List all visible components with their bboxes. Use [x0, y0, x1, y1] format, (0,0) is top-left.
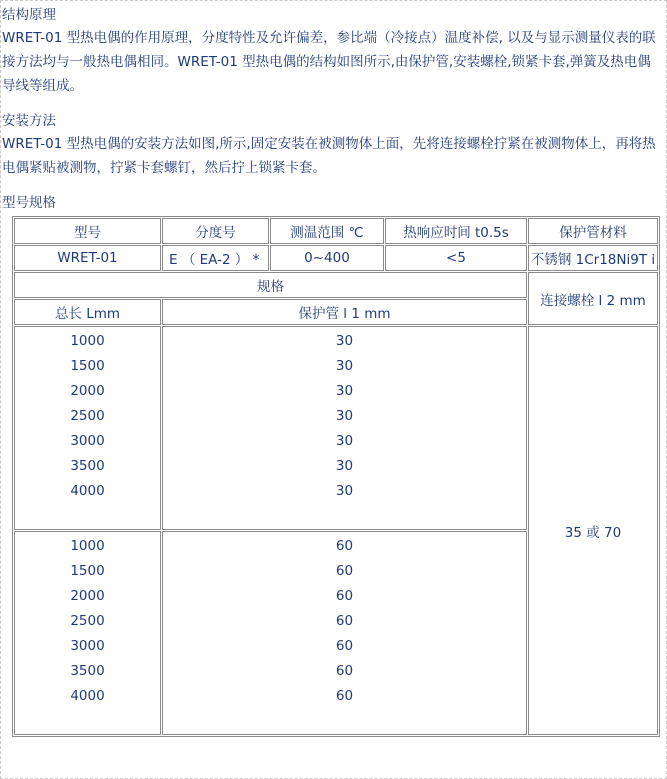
group1-tube [162, 326, 527, 530]
list-item: 60 [335, 688, 354, 704]
structure-paragraph: WRET-01 型热电偶的作用原理，分度特性及允许偏差，参比端（冷接点）温度补偿, 以及与显示测量仪表的联接方法均与一般热电偶相同。WRET-01 型热电偶的结构如图所示,由保护管,安装螺栓,锁紧卡套,弹簧及热电偶导线等组成。 [2, 30, 656, 94]
list-item: 1500 [70, 358, 105, 374]
list-item: 30 [335, 333, 354, 349]
list-item: 1000 [70, 538, 105, 554]
header-response: 热响应时间 t0.5s [385, 218, 527, 244]
group2-lengths [14, 531, 161, 735]
header-material: 保护管材料 [528, 218, 658, 244]
list-item: 60 [335, 588, 354, 604]
list-item: 30 [335, 358, 354, 374]
list-item: 30 [335, 433, 354, 449]
table-header-row [14, 218, 658, 244]
list-item: 2500 [70, 408, 105, 424]
header-graduation: 分度号 [162, 218, 269, 244]
bolt-value: 35 或 70 [528, 326, 658, 735]
length-label-text: 总长 Lmm [54, 306, 121, 322]
list-item: 60 [335, 638, 354, 654]
list-item: 1000 [70, 333, 105, 349]
spec-table [12, 216, 660, 737]
cell-range: 0~400 [270, 245, 384, 271]
list-item: 60 [335, 563, 354, 579]
header-range: 测温范围 ℃ [270, 218, 384, 244]
tube-label: 保护管 l 1 mm [162, 299, 527, 325]
group1-lengths [14, 326, 161, 530]
list-item: 2000 [70, 383, 105, 399]
list-item: 60 [335, 538, 354, 554]
bolt-label: 连接螺栓 l 2 mm [528, 272, 658, 325]
list-item: 30 [335, 383, 354, 399]
section-heading-structure: 结构原理 [2, 7, 56, 23]
list-item: 60 [335, 663, 354, 679]
list-item: 30 [335, 458, 354, 474]
table-row [14, 245, 658, 271]
list-item: 2500 [70, 613, 105, 629]
list-item: 2000 [70, 588, 105, 604]
cell-response: <5 [385, 245, 527, 271]
spec-label: 规格 [14, 272, 527, 298]
list-item: 4000 [70, 688, 105, 704]
section-heading-installation: 安装方法 [2, 113, 56, 129]
list-item: 1500 [70, 563, 105, 579]
section-heading-specs: 型号规格 [2, 195, 56, 211]
cell-material: 不锈钢 1Cr18Ni9T i [528, 245, 658, 271]
cell-model: WRET-01 [14, 245, 161, 271]
list-item: 30 [335, 483, 354, 499]
group2-tube [162, 531, 527, 735]
header-model: 型号 [14, 218, 161, 244]
cell-graduation: E （ EA-2 ） * [162, 245, 269, 271]
list-item: 3000 [70, 433, 105, 449]
list-item: 3500 [70, 663, 105, 679]
list-item: 3500 [70, 458, 105, 474]
list-item: 60 [335, 613, 354, 629]
list-item: 3000 [70, 638, 105, 654]
length-label [14, 299, 161, 325]
list-item: 30 [335, 408, 354, 424]
content [2, 4, 664, 737]
list-item: 4000 [70, 483, 105, 499]
installation-paragraph: WRET-01 型热电偶的安装方法如图,所示,固定安装在被测物体上面，先将连接螺栓拧紧在被测物体上，再将热电偶紧贴被测物，拧紧卡套螺钉，然后拧上锁紧卡套。 [2, 136, 656, 176]
